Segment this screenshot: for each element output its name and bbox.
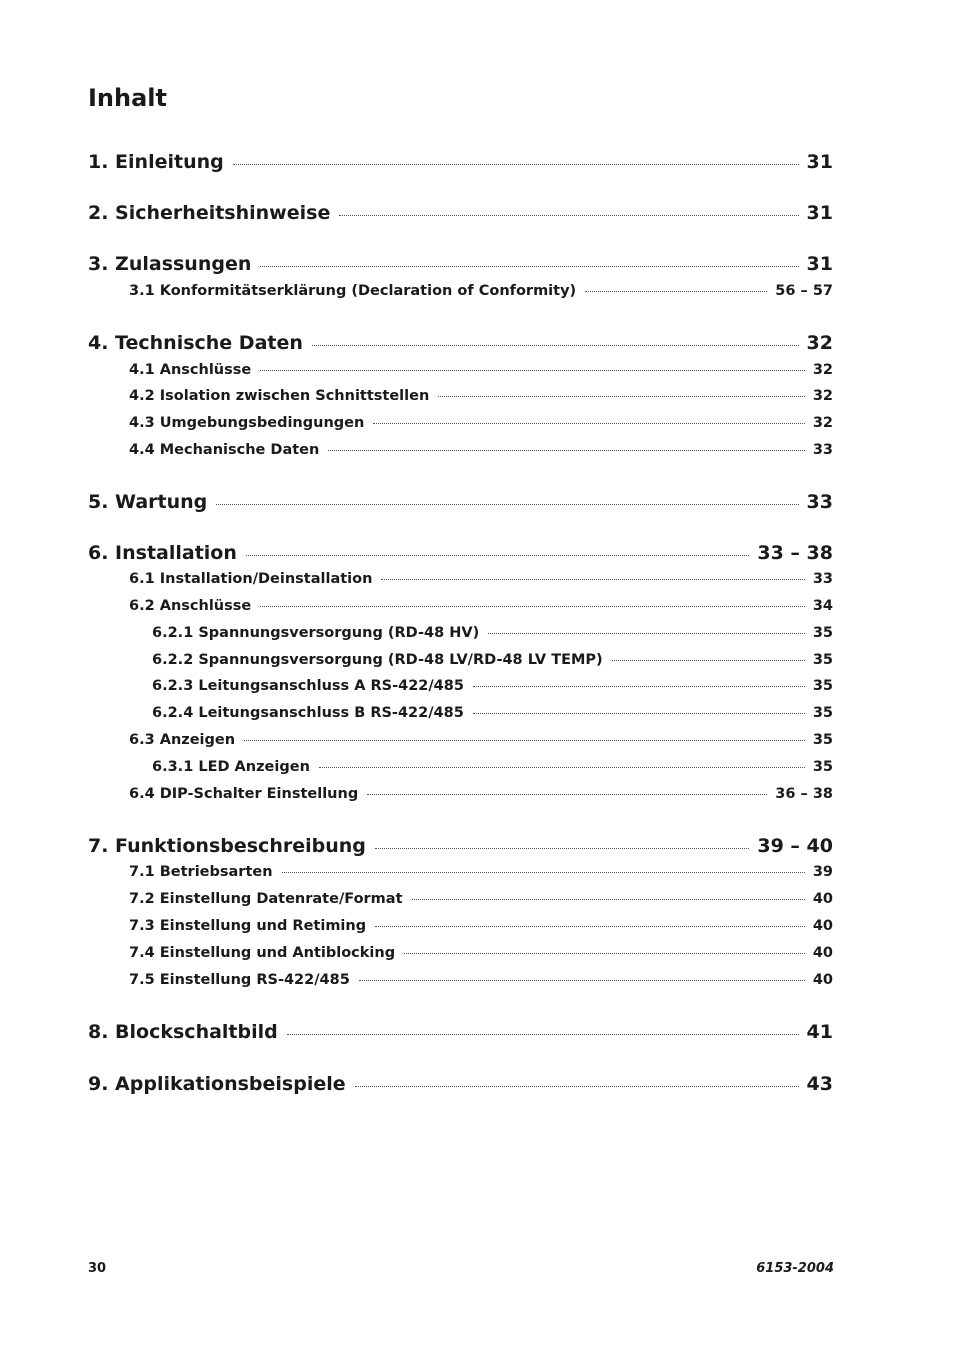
toc-entry[interactable]	[88, 835, 833, 857]
toc-entry-label: 6. Installation	[88, 542, 237, 564]
toc-entry-label: 3.1 Konformitätserklärung (Declaration of Conformity)	[129, 283, 577, 299]
dot-leader	[375, 848, 750, 849]
toc-entry-label: 6.1 Installation/Deinstallation	[129, 571, 373, 587]
dot-leader	[282, 872, 805, 873]
dot-leader	[381, 579, 804, 580]
toc-entry[interactable]	[88, 332, 833, 354]
toc-entry[interactable]	[152, 625, 833, 641]
toc-entry-page: 43	[806, 1073, 833, 1095]
toc-entry[interactable]	[129, 918, 833, 934]
footer-page-number: 30	[88, 1261, 107, 1276]
dot-leader	[473, 686, 805, 687]
toc-entry-page: 35	[812, 759, 833, 775]
toc-entry-label: 7.3 Einstellung und Retiming	[129, 918, 367, 934]
toc-entry-label: 3. Zulassungen	[88, 253, 252, 275]
toc-entry-page: 31	[806, 202, 833, 224]
toc-entry-page: 33 – 38	[757, 542, 833, 564]
toc-entry-label: 4.3 Umgebungsbedingungen	[129, 415, 365, 431]
toc-entry-page: 31	[806, 151, 833, 173]
toc-entry-page: 33	[812, 571, 833, 587]
toc-entry-page: 40	[812, 945, 833, 961]
toc-entry-page: 32	[812, 388, 833, 404]
toc-entry-page: 32	[806, 332, 833, 354]
toc-entry-label: 6.3 Anzeigen	[129, 732, 236, 748]
toc-entry[interactable]	[152, 759, 833, 775]
page-title: Inhalt	[88, 84, 167, 112]
dot-leader	[612, 660, 805, 661]
toc-entry[interactable]	[88, 491, 833, 513]
toc-entry-page: 34	[812, 598, 833, 614]
footer-doc-number: 6153-2004	[756, 1261, 834, 1276]
toc-entry[interactable]	[152, 652, 833, 668]
toc-entry[interactable]	[88, 542, 833, 564]
toc-entry[interactable]	[129, 442, 833, 458]
toc-entry-label: 6.4 DIP-Schalter Einstellung	[129, 786, 359, 802]
toc-entry-page: 33	[806, 491, 833, 513]
toc-entry-label: 7. Funktionsbeschreibung	[88, 835, 366, 857]
toc-entry[interactable]	[129, 283, 833, 299]
toc-entry-label: 8. Blockschaltbild	[88, 1021, 278, 1043]
dot-leader	[355, 1086, 799, 1087]
dot-leader	[359, 980, 805, 981]
toc-entry[interactable]	[88, 1021, 833, 1043]
toc-entry-label: 9. Applikationsbeispiele	[88, 1073, 346, 1095]
toc-entry-page: 35	[812, 652, 833, 668]
toc-entry-page: 56 – 57	[775, 283, 833, 299]
dot-leader	[412, 899, 805, 900]
toc-entry-page: 35	[812, 678, 833, 694]
toc-entry-page: 40	[812, 918, 833, 934]
toc-entry[interactable]	[129, 388, 833, 404]
dot-leader	[473, 713, 805, 714]
dot-leader	[260, 370, 805, 371]
toc-entry-label: 6.2.2 Spannungsversorgung (RD-48 LV/RD-48 LV TEMP)	[152, 652, 603, 668]
toc-entry[interactable]	[129, 571, 833, 587]
dot-leader	[319, 767, 805, 768]
toc-entry[interactable]	[129, 786, 833, 802]
toc-entry-label: 7.1 Betriebsarten	[129, 864, 273, 880]
toc-entry-page: 41	[806, 1021, 833, 1043]
dot-leader	[373, 423, 804, 424]
dot-leader	[375, 926, 805, 927]
toc-entry[interactable]	[88, 202, 833, 224]
dot-leader	[328, 450, 804, 451]
toc-entry-page: 35	[812, 732, 833, 748]
dot-leader	[233, 164, 799, 165]
toc-entry-label: 6.2 Anschlüsse	[129, 598, 252, 614]
toc-entry-page: 32	[812, 362, 833, 378]
toc-entry-label: 4. Technische Daten	[88, 332, 303, 354]
toc-entry[interactable]	[129, 598, 833, 614]
dot-leader	[438, 396, 805, 397]
toc-entry-label: 4.4 Mechanische Daten	[129, 442, 320, 458]
dot-leader	[488, 633, 805, 634]
toc-entry[interactable]	[129, 362, 833, 378]
dot-leader	[216, 504, 798, 505]
toc-entry-label: 7.5 Einstellung RS-422/485	[129, 972, 350, 988]
toc-entry-page: 31	[806, 253, 833, 275]
toc-entry-page: 40	[812, 972, 833, 988]
toc-entry-label: 4.1 Anschlüsse	[129, 362, 252, 378]
toc-entry[interactable]	[129, 732, 833, 748]
toc-entry-page: 39 – 40	[757, 835, 833, 857]
toc-entry-page: 36 – 38	[775, 786, 833, 802]
toc-entry[interactable]	[129, 864, 833, 880]
dot-leader	[246, 555, 749, 556]
toc-entry[interactable]	[152, 678, 833, 694]
toc-entry-label: 6.2.1 Spannungsversorgung (RD-48 HV)	[152, 625, 480, 641]
toc-entry-page: 40	[812, 891, 833, 907]
dot-leader	[339, 215, 798, 216]
toc-entry-page: 32	[812, 415, 833, 431]
toc-entry-label: 6.2.4 Leitungsanschluss B RS-422/485	[152, 705, 464, 721]
toc-entry-label: 2. Sicherheitshinweise	[88, 202, 331, 224]
toc-entry-label: 5. Wartung	[88, 491, 208, 513]
toc-entry[interactable]	[88, 1073, 833, 1095]
dot-leader	[244, 740, 805, 741]
toc-entry-label: 1. Einleitung	[88, 151, 224, 173]
toc-entry-page: 39	[812, 864, 833, 880]
toc-entry[interactable]	[129, 891, 833, 907]
dot-leader	[260, 266, 798, 267]
toc-entry[interactable]	[152, 705, 833, 721]
toc-entry[interactable]	[88, 151, 833, 173]
dot-leader	[287, 1034, 799, 1035]
toc-entry-label: 7.4 Einstellung und Antiblocking	[129, 945, 396, 961]
dot-leader	[260, 606, 805, 607]
toc-entry-page: 33	[812, 442, 833, 458]
toc-entry-label: 7.2 Einstellung Datenrate/Format	[129, 891, 403, 907]
toc-entry-label: 6.2.3 Leitungsanschluss A RS-422/485	[152, 678, 464, 694]
toc-entry-page: 35	[812, 625, 833, 641]
toc-entry[interactable]	[129, 972, 833, 988]
toc-entry-label: 6.3.1 LED Anzeigen	[152, 759, 310, 775]
toc-entry-page: 35	[812, 705, 833, 721]
dot-leader	[367, 794, 767, 795]
dot-leader	[404, 953, 805, 954]
toc-entry-label: 4.2 Isolation zwischen Schnittstellen	[129, 388, 430, 404]
toc-entry[interactable]	[129, 415, 833, 431]
dot-leader	[312, 345, 799, 346]
toc-entry[interactable]	[88, 253, 833, 275]
dot-leader	[585, 291, 767, 292]
toc-entry[interactable]	[129, 945, 833, 961]
